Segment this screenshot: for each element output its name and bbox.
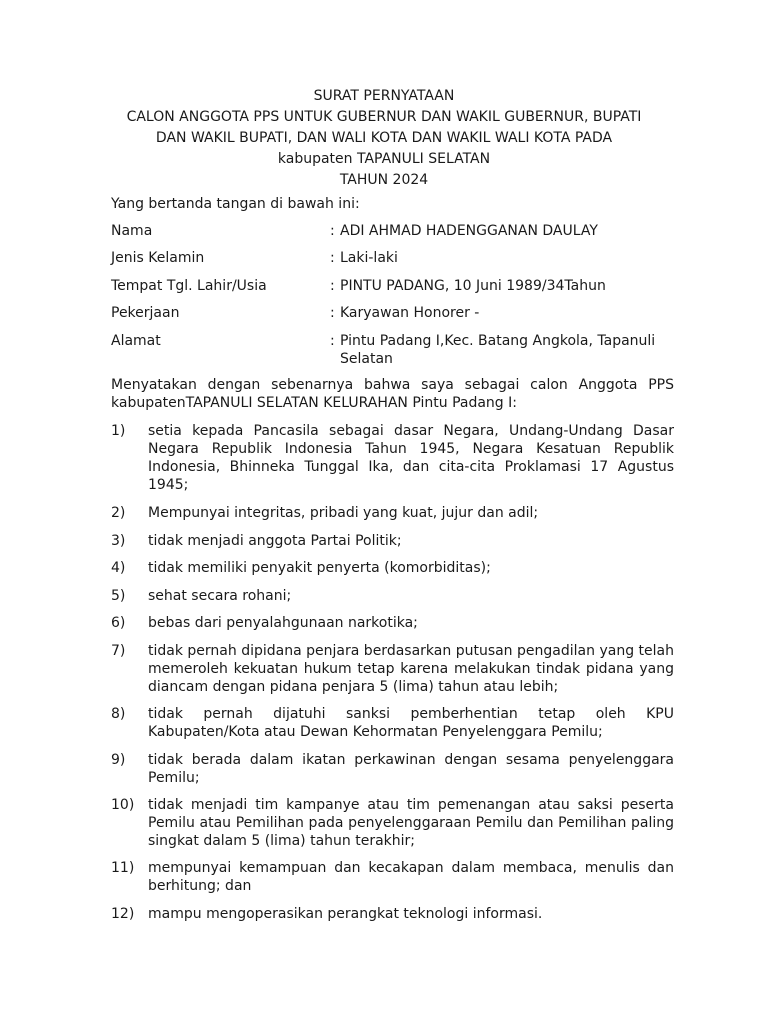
list-number: 1)	[111, 423, 126, 439]
field-value: Karyawan Honorer -	[340, 305, 480, 321]
list-number: 7)	[111, 643, 126, 659]
list-text: tidak menjadi tim kampanye atau tim pemenangan atau saksi peserta Pemilu atau Pemilihan pada penyelenggaraan Pemilu dan Pemilihan paling singkat dalam 5 (lima) tahun terakhir;	[148, 797, 674, 849]
list-text: tidak memiliki penyakit penyerta (komorbiditas);	[148, 560, 491, 576]
list-number: 12)	[111, 906, 135, 922]
title-line: kabupaten TAPANULI SELATAN	[277, 151, 491, 167]
field-separator: :	[330, 305, 335, 321]
field-separator: :	[330, 223, 335, 239]
list-number: 10)	[111, 797, 135, 813]
list-text: tidak pernah dijatuhi sanksi pemberhentian tetap oleh KPU Kabupaten/Kota atau Dewan Kehormatan Penyelenggara Pemilu;	[148, 706, 674, 740]
title-line: TAHUN 2024	[339, 172, 429, 188]
field-value: Laki-laki	[340, 250, 398, 266]
list-text: mampu mengoperasikan perangkat teknologi informasi.	[148, 906, 543, 922]
list-text: Mempunyai integritas, pribadi yang kuat, jujur dan adil;	[148, 505, 539, 521]
intro-text: Yang bertanda tangan di bawah ini:	[111, 196, 360, 212]
field-value: PINTU PADANG, 10 Juni 1989/34Tahun	[340, 278, 606, 294]
list-number: 4)	[111, 560, 126, 576]
field-value: ADI AHMAD HADENGGANAN DAULAY	[340, 223, 598, 239]
title-line: DAN WAKIL BUPATI, DAN WALI KOTA DAN WAKIL WALI KOTA PADA	[155, 130, 613, 146]
document-title	[60, 86, 708, 191]
title-line: CALON ANGGOTA PPS UNTUK GUBERNUR DAN WAKIL GUBERNUR, BUPATI	[126, 109, 642, 125]
field-label: Alamat	[111, 333, 161, 349]
field-label: Nama	[111, 223, 153, 239]
list-text: tidak pernah dipidana penjara berdasarkan putusan pengadilan yang telah memeroleh kekuatan hukum tetap karena melakukan tindak pidana yang diancam dengan pidana penjara 5 (lima) tahun atau lebih;	[148, 643, 674, 695]
list-number: 9)	[111, 752, 126, 768]
list-text: sehat secara rohani;	[148, 588, 292, 604]
field-separator: :	[330, 333, 335, 349]
list-number: 3)	[111, 533, 126, 549]
field-label: Tempat Tgl. Lahir/Usia	[111, 278, 267, 294]
field-separator: :	[330, 250, 335, 266]
list-text: tidak menjadi anggota Partai Politik;	[148, 533, 402, 549]
list-text: tidak berada dalam ikatan perkawinan dengan sesama penyelenggara Pemilu;	[148, 752, 674, 786]
field-value: Pintu Padang I,Kec. Batang Angkola, Tapanuli Selatan	[340, 333, 656, 367]
list-text: setia kepada Pancasila sebagai dasar Negara, Undang-Undang Dasar Negara Republik Indonesia Tahun 1945, Negara Kesatuan Republik Indonesia, Bhinneka Tunggal Ika, dan cita-cita Proklamasi 17 Agustus 1945;	[148, 423, 674, 493]
field-separator: :	[330, 278, 335, 294]
statement-paragraph: Menyatakan dengan sebenarnya bahwa saya sebagai calon Anggota PPS kabupatenTAPANULI SELATAN KELURAHAN Pintu Padang I:	[111, 377, 674, 411]
list-number: 11)	[111, 860, 135, 876]
list-number: 2)	[111, 505, 126, 521]
field-label: Pekerjaan	[111, 305, 180, 321]
list-number: 5)	[111, 588, 126, 604]
list-number: 6)	[111, 615, 126, 631]
title-line: SURAT PERNYATAAN	[313, 88, 455, 104]
list-text: bebas dari penyalahgunaan narkotika;	[148, 615, 418, 631]
field-label: Jenis Kelamin	[111, 250, 205, 266]
list-number: 8)	[111, 706, 126, 722]
list-text: mempunyai kemampuan dan kecakapan dalam membaca, menulis dan berhitung; dan	[148, 860, 674, 894]
